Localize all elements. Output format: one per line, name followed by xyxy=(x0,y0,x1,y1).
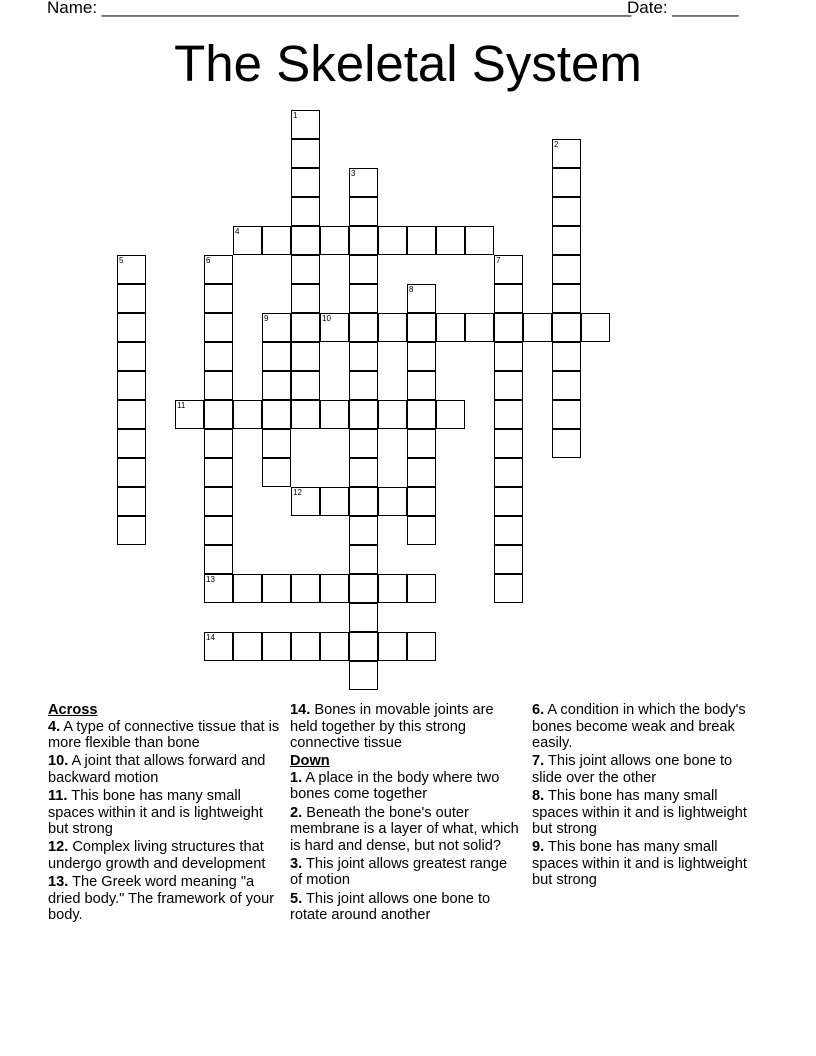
grid-cell[interactable] xyxy=(262,400,291,429)
cell-number: 6 xyxy=(206,256,211,265)
grid-cell[interactable] xyxy=(407,574,436,603)
grid-cell[interactable] xyxy=(378,400,407,429)
grid-cell[interactable] xyxy=(349,313,378,342)
grid-cell[interactable] xyxy=(552,255,581,284)
grid-cell[interactable] xyxy=(349,284,378,313)
grid-cell[interactable] xyxy=(262,632,291,661)
grid-cell[interactable] xyxy=(407,371,436,400)
grid-cell[interactable] xyxy=(523,313,552,342)
grid-cell[interactable] xyxy=(494,458,523,487)
grid-cell[interactable] xyxy=(320,400,349,429)
grid-cell[interactable] xyxy=(349,545,378,574)
grid-cell[interactable] xyxy=(262,458,291,487)
clue-down-7: 7. This joint allows one bone to slide over the other xyxy=(532,753,733,786)
grid-cell[interactable] xyxy=(378,226,407,255)
grid-cell[interactable] xyxy=(378,487,407,516)
grid-cell[interactable] xyxy=(349,603,378,632)
grid-cell[interactable] xyxy=(204,284,233,313)
cell-number: 5 xyxy=(119,256,124,265)
grid-cell[interactable] xyxy=(407,226,436,255)
clue-down-1: 1. A place in the body where two bones come together xyxy=(290,769,500,803)
grid-cell[interactable] xyxy=(349,458,378,487)
grid-cell[interactable] xyxy=(262,429,291,458)
grid-cell[interactable] xyxy=(552,342,581,371)
grid-cell[interactable] xyxy=(494,284,523,313)
grid-cell[interactable] xyxy=(378,574,407,603)
grid-cell[interactable] xyxy=(407,429,436,458)
grid-cell[interactable] xyxy=(117,342,146,371)
clue-across-12: 12. Complex living structures that undergo growth and development xyxy=(48,839,266,872)
grid-cell[interactable] xyxy=(291,487,320,516)
grid-cell[interactable] xyxy=(407,516,436,545)
grid-cell[interactable] xyxy=(204,371,233,400)
cell-number: 1 xyxy=(293,111,298,120)
grid-cell[interactable] xyxy=(407,458,436,487)
grid-cell[interactable] xyxy=(465,313,494,342)
page-title: The Skeletal System xyxy=(174,35,642,92)
grid-cell[interactable] xyxy=(204,400,233,429)
clues-column-1 xyxy=(48,702,280,925)
grid-cell[interactable] xyxy=(494,371,523,400)
clue-down-8: 8. This bone has many small spaces within it and is lightweight but strong xyxy=(532,787,747,838)
grid-cell[interactable] xyxy=(291,632,320,661)
grid-cell[interactable] xyxy=(233,400,262,429)
grid-cell[interactable] xyxy=(117,458,146,487)
cell-number: 2 xyxy=(554,140,559,149)
grid-cell[interactable] xyxy=(349,429,378,458)
grid-cell[interactable] xyxy=(117,313,146,342)
grid-cell[interactable] xyxy=(407,284,436,313)
grid-cell[interactable] xyxy=(262,313,291,342)
grid-cell[interactable] xyxy=(407,632,436,661)
grid-cell[interactable] xyxy=(436,226,465,255)
grid-cell[interactable] xyxy=(320,487,349,516)
grid-cell[interactable] xyxy=(291,168,320,197)
grid-cell[interactable] xyxy=(349,574,378,603)
grid-cell[interactable] xyxy=(552,197,581,226)
grid-cell[interactable] xyxy=(349,226,378,255)
cell-number: 10 xyxy=(322,314,331,323)
grid-cell[interactable] xyxy=(494,574,523,603)
grid-cell[interactable] xyxy=(349,516,378,545)
grid-cell[interactable] xyxy=(349,255,378,284)
cell-number: 14 xyxy=(206,633,215,642)
grid-cell[interactable] xyxy=(117,255,146,284)
grid-cell[interactable] xyxy=(494,342,523,371)
grid-cell[interactable] xyxy=(291,313,320,342)
clue-across-4: 4. A type of connective tissue that is more flexible than bone xyxy=(48,718,280,752)
clue-across-10: 10. A joint that allows forward and backward motion xyxy=(48,753,266,786)
grid-cell[interactable] xyxy=(291,139,320,168)
grid-cell[interactable] xyxy=(204,255,233,284)
clue-across-14: 14. Bones in movable joints are held together by this strong connective tissue xyxy=(290,702,494,752)
cell-number: 12 xyxy=(293,488,302,497)
grid-cell[interactable] xyxy=(494,429,523,458)
grid-cell[interactable] xyxy=(552,139,581,168)
grid-cell[interactable] xyxy=(349,400,378,429)
grid-cell[interactable] xyxy=(320,632,349,661)
grid-cell[interactable] xyxy=(349,168,378,197)
grid-cell[interactable] xyxy=(204,632,233,661)
grid-cell[interactable] xyxy=(494,400,523,429)
grid-cell[interactable] xyxy=(175,400,204,429)
clue-down-6: 6. A condition in which the body's bones become weak and break easily. xyxy=(532,702,746,752)
down-heading: Down xyxy=(290,753,330,770)
cell-number: 8 xyxy=(409,285,414,294)
grid-cell[interactable] xyxy=(204,313,233,342)
grid-cell[interactable] xyxy=(291,284,320,313)
grid-cell[interactable] xyxy=(262,226,291,255)
grid-cell[interactable] xyxy=(204,516,233,545)
grid-cell[interactable] xyxy=(407,400,436,429)
grid-cell[interactable] xyxy=(291,255,320,284)
grid-cell[interactable] xyxy=(407,342,436,371)
grid-cell[interactable] xyxy=(204,545,233,574)
cell-number: 4 xyxy=(235,227,240,236)
grid-cell[interactable] xyxy=(262,342,291,371)
clues-column-3 xyxy=(532,702,764,891)
grid-cell[interactable] xyxy=(494,313,523,342)
grid-cell[interactable] xyxy=(552,371,581,400)
grid-cell[interactable] xyxy=(494,545,523,574)
grid-cell[interactable] xyxy=(552,226,581,255)
date-field: Date: _______ xyxy=(627,0,739,17)
grid-cell[interactable] xyxy=(204,429,233,458)
grid-cell[interactable] xyxy=(349,342,378,371)
grid-cell[interactable] xyxy=(204,487,233,516)
grid-cell[interactable] xyxy=(233,226,262,255)
cell-number: 3 xyxy=(351,169,356,178)
grid-cell[interactable] xyxy=(552,400,581,429)
grid-cell[interactable] xyxy=(291,342,320,371)
grid-cell[interactable] xyxy=(494,487,523,516)
grid-cell[interactable] xyxy=(117,371,146,400)
grid-cell[interactable] xyxy=(291,226,320,255)
grid-cell[interactable] xyxy=(320,313,349,342)
grid-cell[interactable] xyxy=(262,574,291,603)
grid-cell[interactable] xyxy=(552,284,581,313)
grid-cell[interactable] xyxy=(407,313,436,342)
grid-cell[interactable] xyxy=(117,487,146,516)
grid-cell[interactable] xyxy=(465,226,494,255)
grid-cell[interactable] xyxy=(436,313,465,342)
grid-cell[interactable] xyxy=(349,632,378,661)
grid-cell[interactable] xyxy=(552,429,581,458)
across-heading: Across xyxy=(48,702,98,718)
grid-cell[interactable] xyxy=(581,313,610,342)
grid-cell[interactable] xyxy=(291,110,320,139)
grid-cell[interactable] xyxy=(233,574,262,603)
clues-column-2 xyxy=(290,702,522,925)
grid-cell[interactable] xyxy=(349,197,378,226)
grid-cell[interactable] xyxy=(349,487,378,516)
clue-down-9: 9. This bone has many small spaces within it and is lightweight but strong xyxy=(532,839,747,889)
clue-across-11: 11. This bone has many small spaces within it and is lightweight but strong xyxy=(48,787,263,838)
grid-cell[interactable] xyxy=(349,661,378,690)
grid-cell[interactable] xyxy=(262,371,291,400)
grid-cell[interactable] xyxy=(494,516,523,545)
grid-cell[interactable] xyxy=(436,400,465,429)
grid-cell[interactable] xyxy=(117,284,146,313)
grid-cell[interactable] xyxy=(291,574,320,603)
grid-cell[interactable] xyxy=(291,400,320,429)
grid-cell[interactable] xyxy=(117,400,146,429)
grid-cell[interactable] xyxy=(117,516,146,545)
clue-down-3: 3. This joint allows greatest range of motion xyxy=(290,855,508,889)
name-field: Name: ________________________________________________________ xyxy=(47,0,632,17)
grid-cell[interactable] xyxy=(233,632,262,661)
cell-number: 11 xyxy=(177,401,186,410)
grid-cell[interactable] xyxy=(407,487,436,516)
grid-cell[interactable] xyxy=(117,429,146,458)
clue-down-5: 5. This joint allows one bone to rotate around another xyxy=(290,890,491,924)
clue-across-13: 13. The Greek word meaning "a dried body." The framework of your body. xyxy=(48,873,275,924)
cell-number: 9 xyxy=(264,314,269,323)
clue-down-2: 2. Beneath the bone's outer membrane is a layer of what, which is hard and dense, but not solid? xyxy=(290,804,519,854)
grid-cell[interactable] xyxy=(204,342,233,371)
grid-cell[interactable] xyxy=(494,255,523,284)
grid-cell[interactable] xyxy=(204,458,233,487)
grid-cell[interactable] xyxy=(291,197,320,226)
grid-cell[interactable] xyxy=(320,574,349,603)
grid-cell[interactable] xyxy=(291,371,320,400)
grid-cell[interactable] xyxy=(349,371,378,400)
grid-cell[interactable] xyxy=(320,226,349,255)
grid-cell[interactable] xyxy=(378,632,407,661)
grid-cell[interactable] xyxy=(552,313,581,342)
grid-cell[interactable] xyxy=(204,574,233,603)
cell-number: 7 xyxy=(496,256,501,265)
grid-cell[interactable] xyxy=(552,168,581,197)
grid-cell[interactable] xyxy=(378,313,407,342)
cell-number: 13 xyxy=(206,575,215,584)
